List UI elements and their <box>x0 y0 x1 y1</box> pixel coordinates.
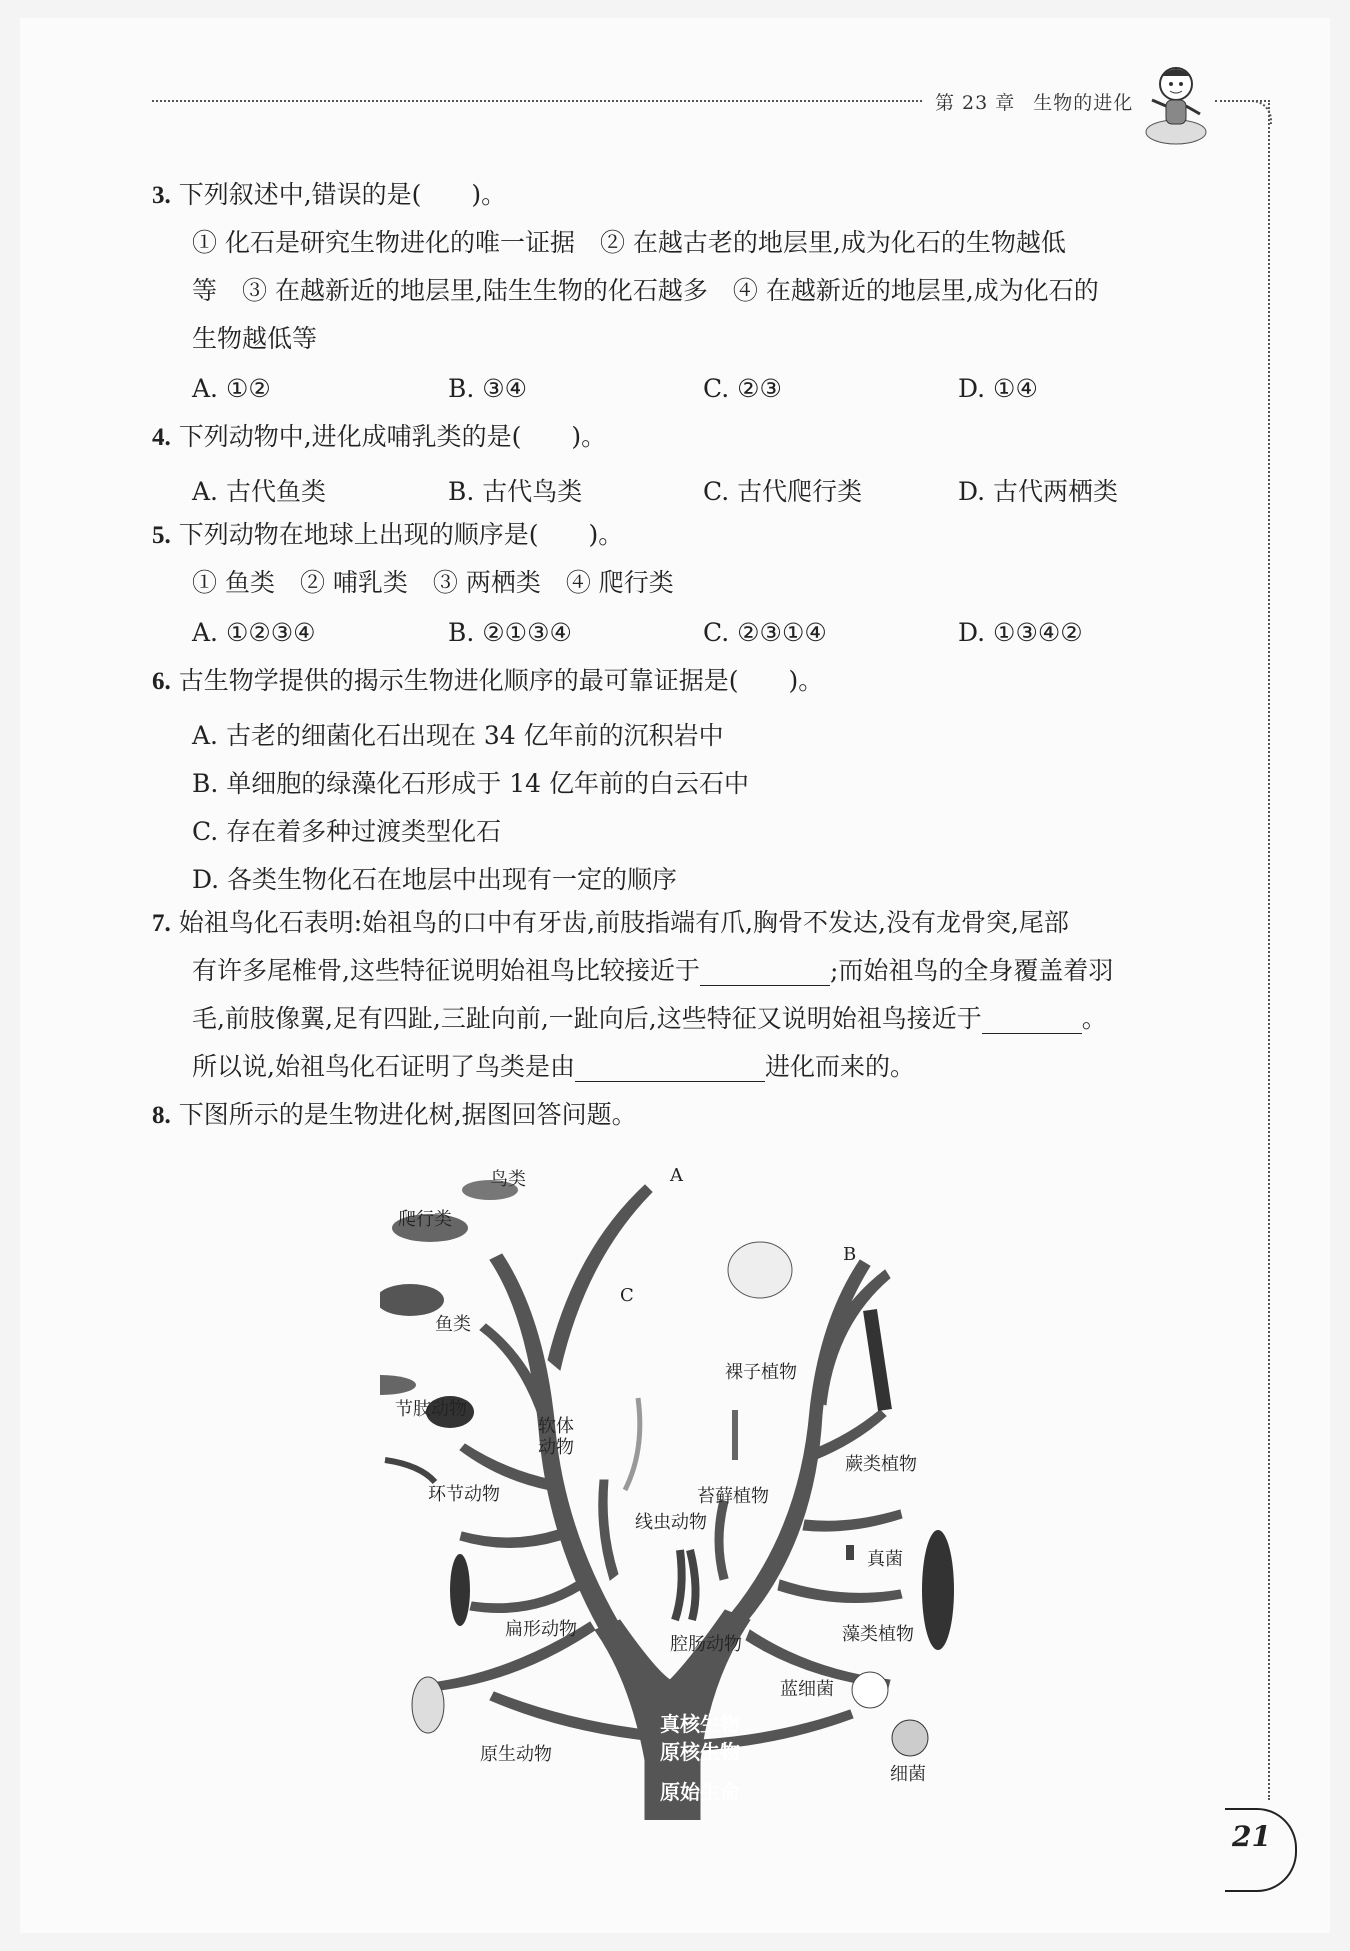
label-bacteria: 细菌 <box>890 1764 926 1785</box>
seaweed-icon <box>922 1530 954 1650</box>
question-8-stem <box>152 1100 637 1131</box>
question-text: 下列动物中,进化成哺乳类的是( )。 <box>178 422 607 451</box>
roundworm-icon <box>625 1398 640 1490</box>
question-7-line-1 <box>152 908 1069 939</box>
earthworm-icon <box>385 1460 435 1482</box>
option-b: B. ③④ <box>448 374 528 403</box>
hydra-icon <box>675 1550 696 1620</box>
option-a: A. ①② <box>192 374 271 403</box>
question-3-stem <box>152 180 506 211</box>
answer-blank-1[interactable] <box>700 959 830 986</box>
label-flatworms: 扁形动物 <box>505 1619 577 1640</box>
option-d: D. 各类生物化石在地层中出现有一定的顺序 <box>192 865 678 894</box>
question-number: 7. <box>152 910 171 937</box>
question-3-line-1: ① 化石是研究生物进化的唯一证据 ② 在越古老的地层里,成为化石的生物越低 <box>192 228 1066 257</box>
label-fish: 鱼类 <box>435 1314 471 1335</box>
label-ferns: 蕨类植物 <box>845 1454 917 1475</box>
right-dotted-rule <box>1268 100 1270 1800</box>
question-number: 8. <box>152 1102 171 1129</box>
question-7-line-3 <box>192 1004 1107 1034</box>
label-reptiles: 爬行类 <box>398 1209 452 1230</box>
option-a: A. 古代鱼类 <box>192 477 326 506</box>
question-text: 所以说,始祖鸟化石证明了鸟类是由 <box>192 1052 575 1081</box>
question-3-line-2: 等 ③ 在越新近的地层里,陆生生物的化石越多 ④ 在越新近的地层里,成为化石的 <box>192 276 1099 305</box>
trunk-label-primitive-life: 原始生命 <box>660 1780 740 1804</box>
label-cyanobacteria: 蓝细菌 <box>780 1679 834 1700</box>
option-b: B. ②①③④ <box>448 618 572 647</box>
question-text: 进化而来的。 <box>764 1052 915 1081</box>
option-a: A. 古老的细菌化石出现在 34 亿年前的沉积岩中 <box>192 721 724 750</box>
fern-icon <box>870 1310 885 1410</box>
question-text: 始祖鸟化石表明:始祖鸟的口中有牙齿,前肢指端有爪,胸骨不发达,没有龙骨突,尾部 <box>178 908 1069 937</box>
answer-blank-2[interactable] <box>982 1007 1082 1034</box>
cyanobacteria-icon <box>852 1672 888 1708</box>
grasshopper-icon <box>380 1375 416 1395</box>
answer-blank-3[interactable] <box>575 1055 765 1082</box>
question-number: 5. <box>152 522 171 549</box>
trunk-label-eukaryotes: 真核生物 <box>660 1712 740 1736</box>
option-b: B. 单细胞的绿藻化石形成于 14 亿年前的白云石中 <box>192 769 749 798</box>
label-birds: 鸟类 <box>490 1169 526 1190</box>
question-5-stem <box>152 520 623 551</box>
question-5-items: ① 鱼类 ② 哺乳类 ③ 两栖类 ④ 爬行类 <box>192 568 674 597</box>
question-number: 4. <box>152 424 171 451</box>
branch-label-c: C <box>620 1285 634 1306</box>
label-fungi: 真菌 <box>867 1549 903 1570</box>
question-text: 有许多尾椎骨,这些特征说明始祖鸟比较接近于 <box>192 956 700 985</box>
question-text: 下列动物在地球上出现的顺序是( )。 <box>178 520 624 549</box>
label-annelids: 环节动物 <box>428 1484 500 1505</box>
question-text: 。 <box>1081 1004 1107 1033</box>
question-number: 3. <box>152 182 171 209</box>
question-number: 6. <box>152 668 171 695</box>
flatworm-icon <box>450 1554 470 1626</box>
evolution-tree-figure <box>380 1160 1000 1820</box>
option-d: D. 古代两栖类 <box>958 477 1119 506</box>
label-arthropods: 节肢动物 <box>395 1399 467 1420</box>
question-text: 下列叙述中,错误的是( )。 <box>178 180 507 209</box>
header-dotted-rule <box>152 100 922 102</box>
question-7-line-2 <box>192 956 1113 986</box>
question-7-line-4 <box>192 1052 915 1082</box>
label-mollusks-1: 软体 <box>538 1416 574 1437</box>
chapter-title: 生物的进化 <box>1033 92 1134 114</box>
pine-icon <box>728 1242 792 1298</box>
question-6-stem <box>152 666 823 697</box>
mascot-icon <box>1140 60 1212 150</box>
branch-label-a: A <box>670 1165 683 1186</box>
protozoa-icon <box>412 1677 444 1733</box>
bacteria-icon <box>892 1720 928 1756</box>
option-b: B. 古代鸟类 <box>448 477 583 506</box>
label-mosses: 苔藓植物 <box>697 1486 769 1507</box>
question-text: 古生物学提供的揭示生物进化顺序的最可靠证据是( )。 <box>178 666 824 695</box>
label-gymnosperms: 裸子植物 <box>725 1362 797 1383</box>
option-d: D. ①④ <box>958 374 1038 403</box>
option-a: A. ①②③④ <box>192 618 316 647</box>
label-algae: 藻类植物 <box>842 1624 914 1645</box>
label-nematodes: 线虫动物 <box>635 1512 707 1533</box>
label-mollusks-2: 动物 <box>538 1437 574 1458</box>
option-c: C. 古代爬行类 <box>703 477 863 506</box>
question-text: 毛,前肢像翼,足有四趾,三趾向前,一趾向后,这些特征又说明始祖鸟接近于 <box>192 1004 982 1033</box>
option-c: C. ②③①④ <box>703 618 827 647</box>
label-protozoa: 原生动物 <box>480 1744 552 1765</box>
option-d: D. ①③④② <box>958 618 1083 647</box>
chapter-number: 第 23 章 <box>935 92 1016 114</box>
branch-label-b: B <box>843 1244 857 1265</box>
label-coelenterates: 腔肠动物 <box>670 1634 742 1655</box>
trunk-label-prokaryotes: 原核生物 <box>660 1740 740 1764</box>
page-number: 21 <box>1232 1820 1271 1853</box>
option-c: C. ②③ <box>703 374 782 403</box>
question-3-line-3: 生物越低等 <box>192 324 318 353</box>
option-c: C. 存在着多种过渡类型化石 <box>192 817 502 846</box>
question-text: 下图所示的是生物进化树,据图回答问题。 <box>178 1100 637 1129</box>
chapter-header <box>935 88 1151 115</box>
question-text: ;而始祖鸟的全身覆盖着羽 <box>829 956 1114 985</box>
question-4-stem <box>152 422 606 453</box>
